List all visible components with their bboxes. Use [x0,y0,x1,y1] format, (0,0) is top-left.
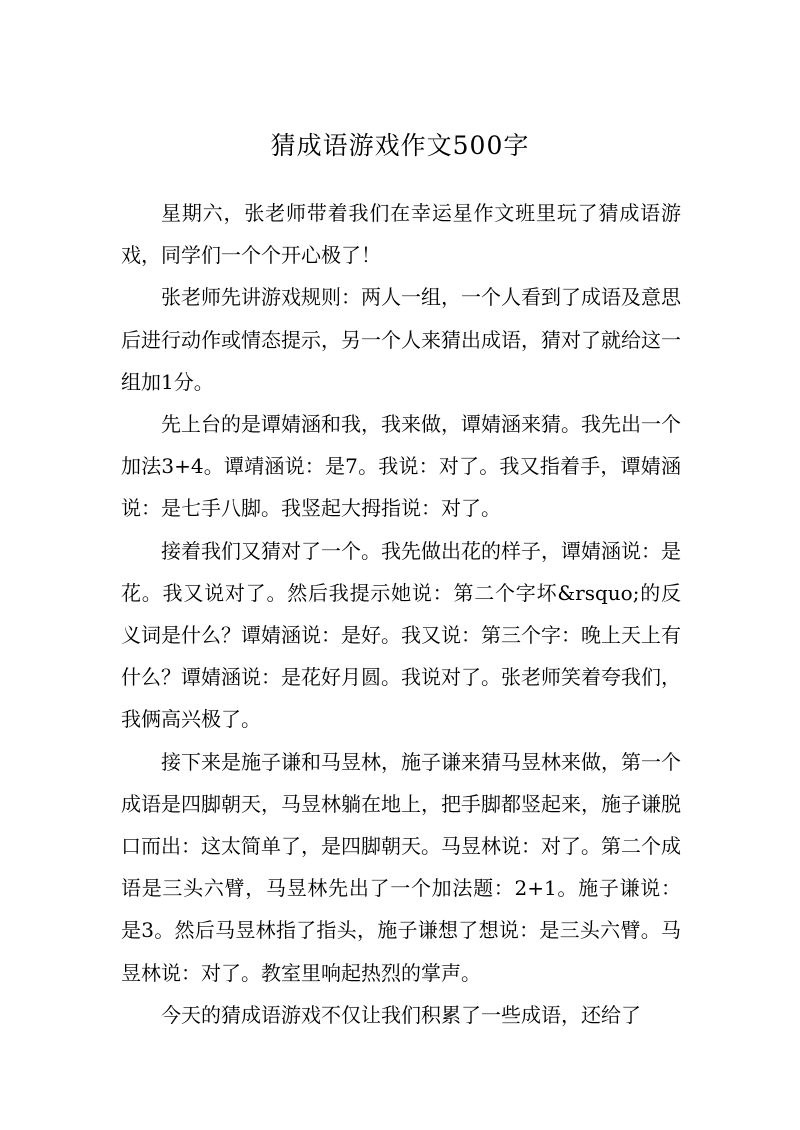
page-title: 猜成语游戏作文500字 [270,131,530,160]
paragraph-1: 星期六，张老师带着我们在幸运星作文班里玩了猜成语游戏，同学们一个个开心极了！ [121,201,681,268]
paragraph-6: 今天的猜成语游戏不仅让我们积累了一些成语，还给了 [161,1002,641,1027]
paragraph-5: 接下来是施子谦和马昱林，施子谦来猜马昱林来做，第一个成语是四脚朝天，马昱林躺在地上，把手脚都竖起来，施子谦脱口而出：这太简单了，是四脚朝天。马昱林说：对了。第二个成语是三头六臂，马昱林先出了一个加法题：2+1。施子谦说：是3。然后马昱林指了指头，施子谦想了想说：是三头六臂。马昱林说：对了。教室里响起热烈的掌声。 [121,749,681,985]
paragraph-3: 先上台的是谭婧涵和我，我来做，谭婧涵来猜。我先出一个加法3+4。谭靖涵说：是7。我说：对了。我又指着手，谭婧涵说：是七手八脚。我竖起大拇指说：对了。 [121,412,681,521]
paragraph-4: 接着我们又猜对了一个。我先做出花的样子，谭婧涵说：是花。我又说对了。然后我提示她说：第二个字坏&rsquo;的反义词是什么？谭婧涵说：是好。我又说：第三个字：晚上天上有什么？谭婧涵说：是花好月圆。我说对了。张老师笑着夸我们，我俩高兴极了。 [121,538,681,732]
paragraph-2: 张老师先讲游戏规则：两人一组，一个人看到了成语及意思后进行动作或情态提示，另一个人来猜出成语，猜对了就给这一组加1分。 [121,285,681,394]
essay-body [121,192,681,1036]
